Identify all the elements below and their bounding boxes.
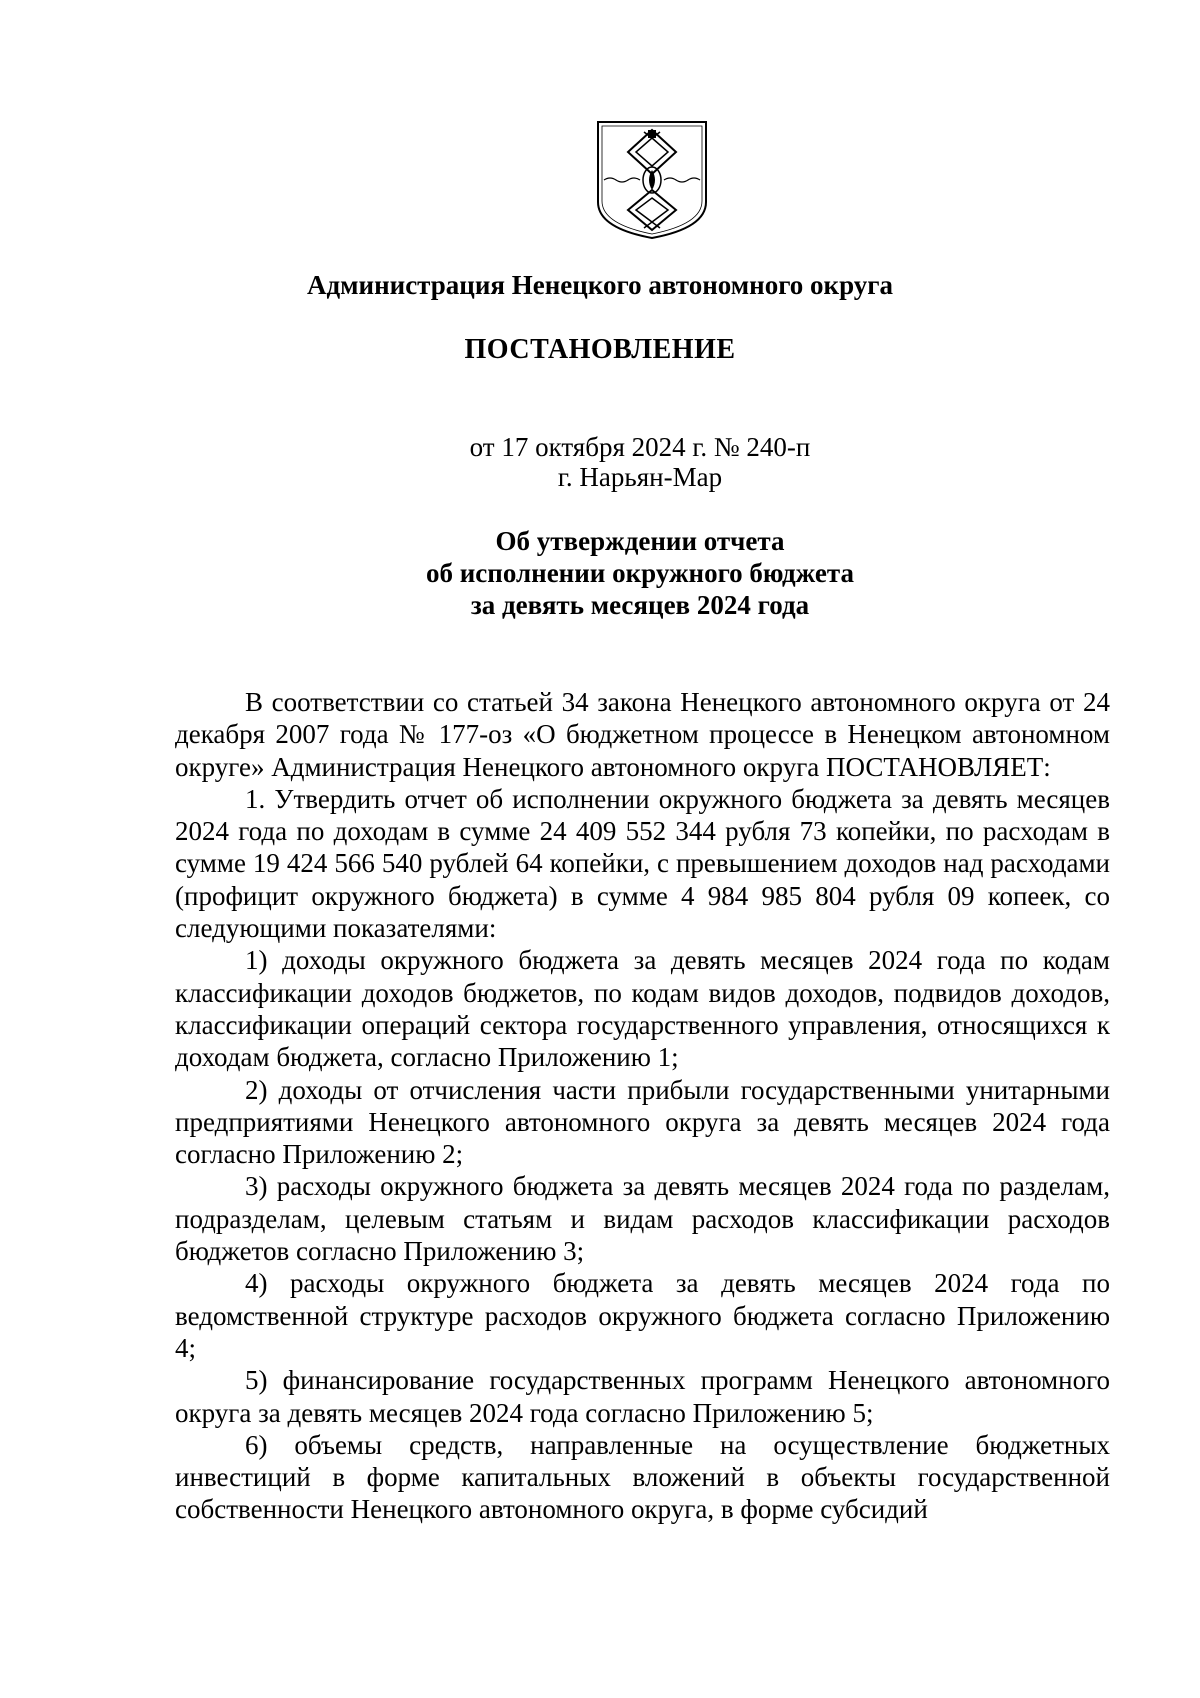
item-2-paragraph: 2) доходы от отчисления части прибыли государственными унитарными предприятиями Ненецкого автономного округа за девять месяцев 2024 года согласно Приложению 2;: [175, 1074, 1110, 1170]
date-and-number: от 17 октября 2024 г. № 240-п: [469, 432, 811, 462]
item-3-paragraph: 3) расходы окружного бюджета за девять месяцев 2024 года по разделам, подразделам, целевым статьям и видам расходов классификации расходов бюджетов согласно Приложению 3;: [175, 1171, 1110, 1267]
coat-of-arms-emblem: [592, 118, 712, 240]
clause-1-paragraph: 1. Утвердить отчет об исполнении окружного бюджета за девять месяцев 2024 года по доходам в сумме 24 409 552 344 рубля 73 копейки, по расходам в сумме 19 424 566 540 рублей 64 копейки, с превышением доходов над расходами (профицит окружного бюджета) в сумме 4 984 985 804 рубля 09 копеек, со следующими показателями:: [175, 783, 1110, 944]
item-6-paragraph: 6) объемы средств, направленные на осуществление бюджетных инвестиций в форме капитальных вложений в объекты государственной собственности Ненецкого автономного округа, в форме субсидий: [175, 1429, 1110, 1525]
organization-name: Администрация Ненецкого автономного округа: [306, 270, 894, 300]
document-title-line-1: Об утверждении отчета: [495, 526, 785, 556]
document-body: [175, 686, 1110, 1526]
place-of-issue: г. Нарьян-Мар: [557, 462, 723, 492]
document-title-line-3: за девять месяцев 2024 года: [470, 590, 810, 620]
document-type: ПОСТАНОВЛЕНИЕ: [464, 334, 736, 365]
preamble-paragraph: В соответствии со статьей 34 закона Ненецкого автономного округа от 24 декабря 2007 года № 177-оз «О бюджетном процессе в Ненецком автономном округе» Администрация Ненецкого автономного округа ПОСТАНОВЛЯЕТ:: [175, 687, 1110, 782]
item-5-paragraph: 5) финансирование государственных программ Ненецкого автономного округа за девять месяцев 2024 года согласно Приложению 5;: [175, 1365, 1110, 1428]
item-1-paragraph: 1) доходы окружного бюджета за девять месяцев 2024 года по кодам классификации доходов бюджетов, по кодам видов доходов, подвидов доходов, классификации операций сектора государственного управления, относящихся к доходам бюджета, согласно Приложению 1;: [175, 945, 1110, 1073]
document-title-line-2: об исполнении окружного бюджета: [426, 558, 854, 588]
item-4-paragraph: 4) расходы окружного бюджета за девять месяцев 2024 года по ведомственной структуре расходов окружного бюджета согласно Приложению 4;: [175, 1268, 1110, 1363]
